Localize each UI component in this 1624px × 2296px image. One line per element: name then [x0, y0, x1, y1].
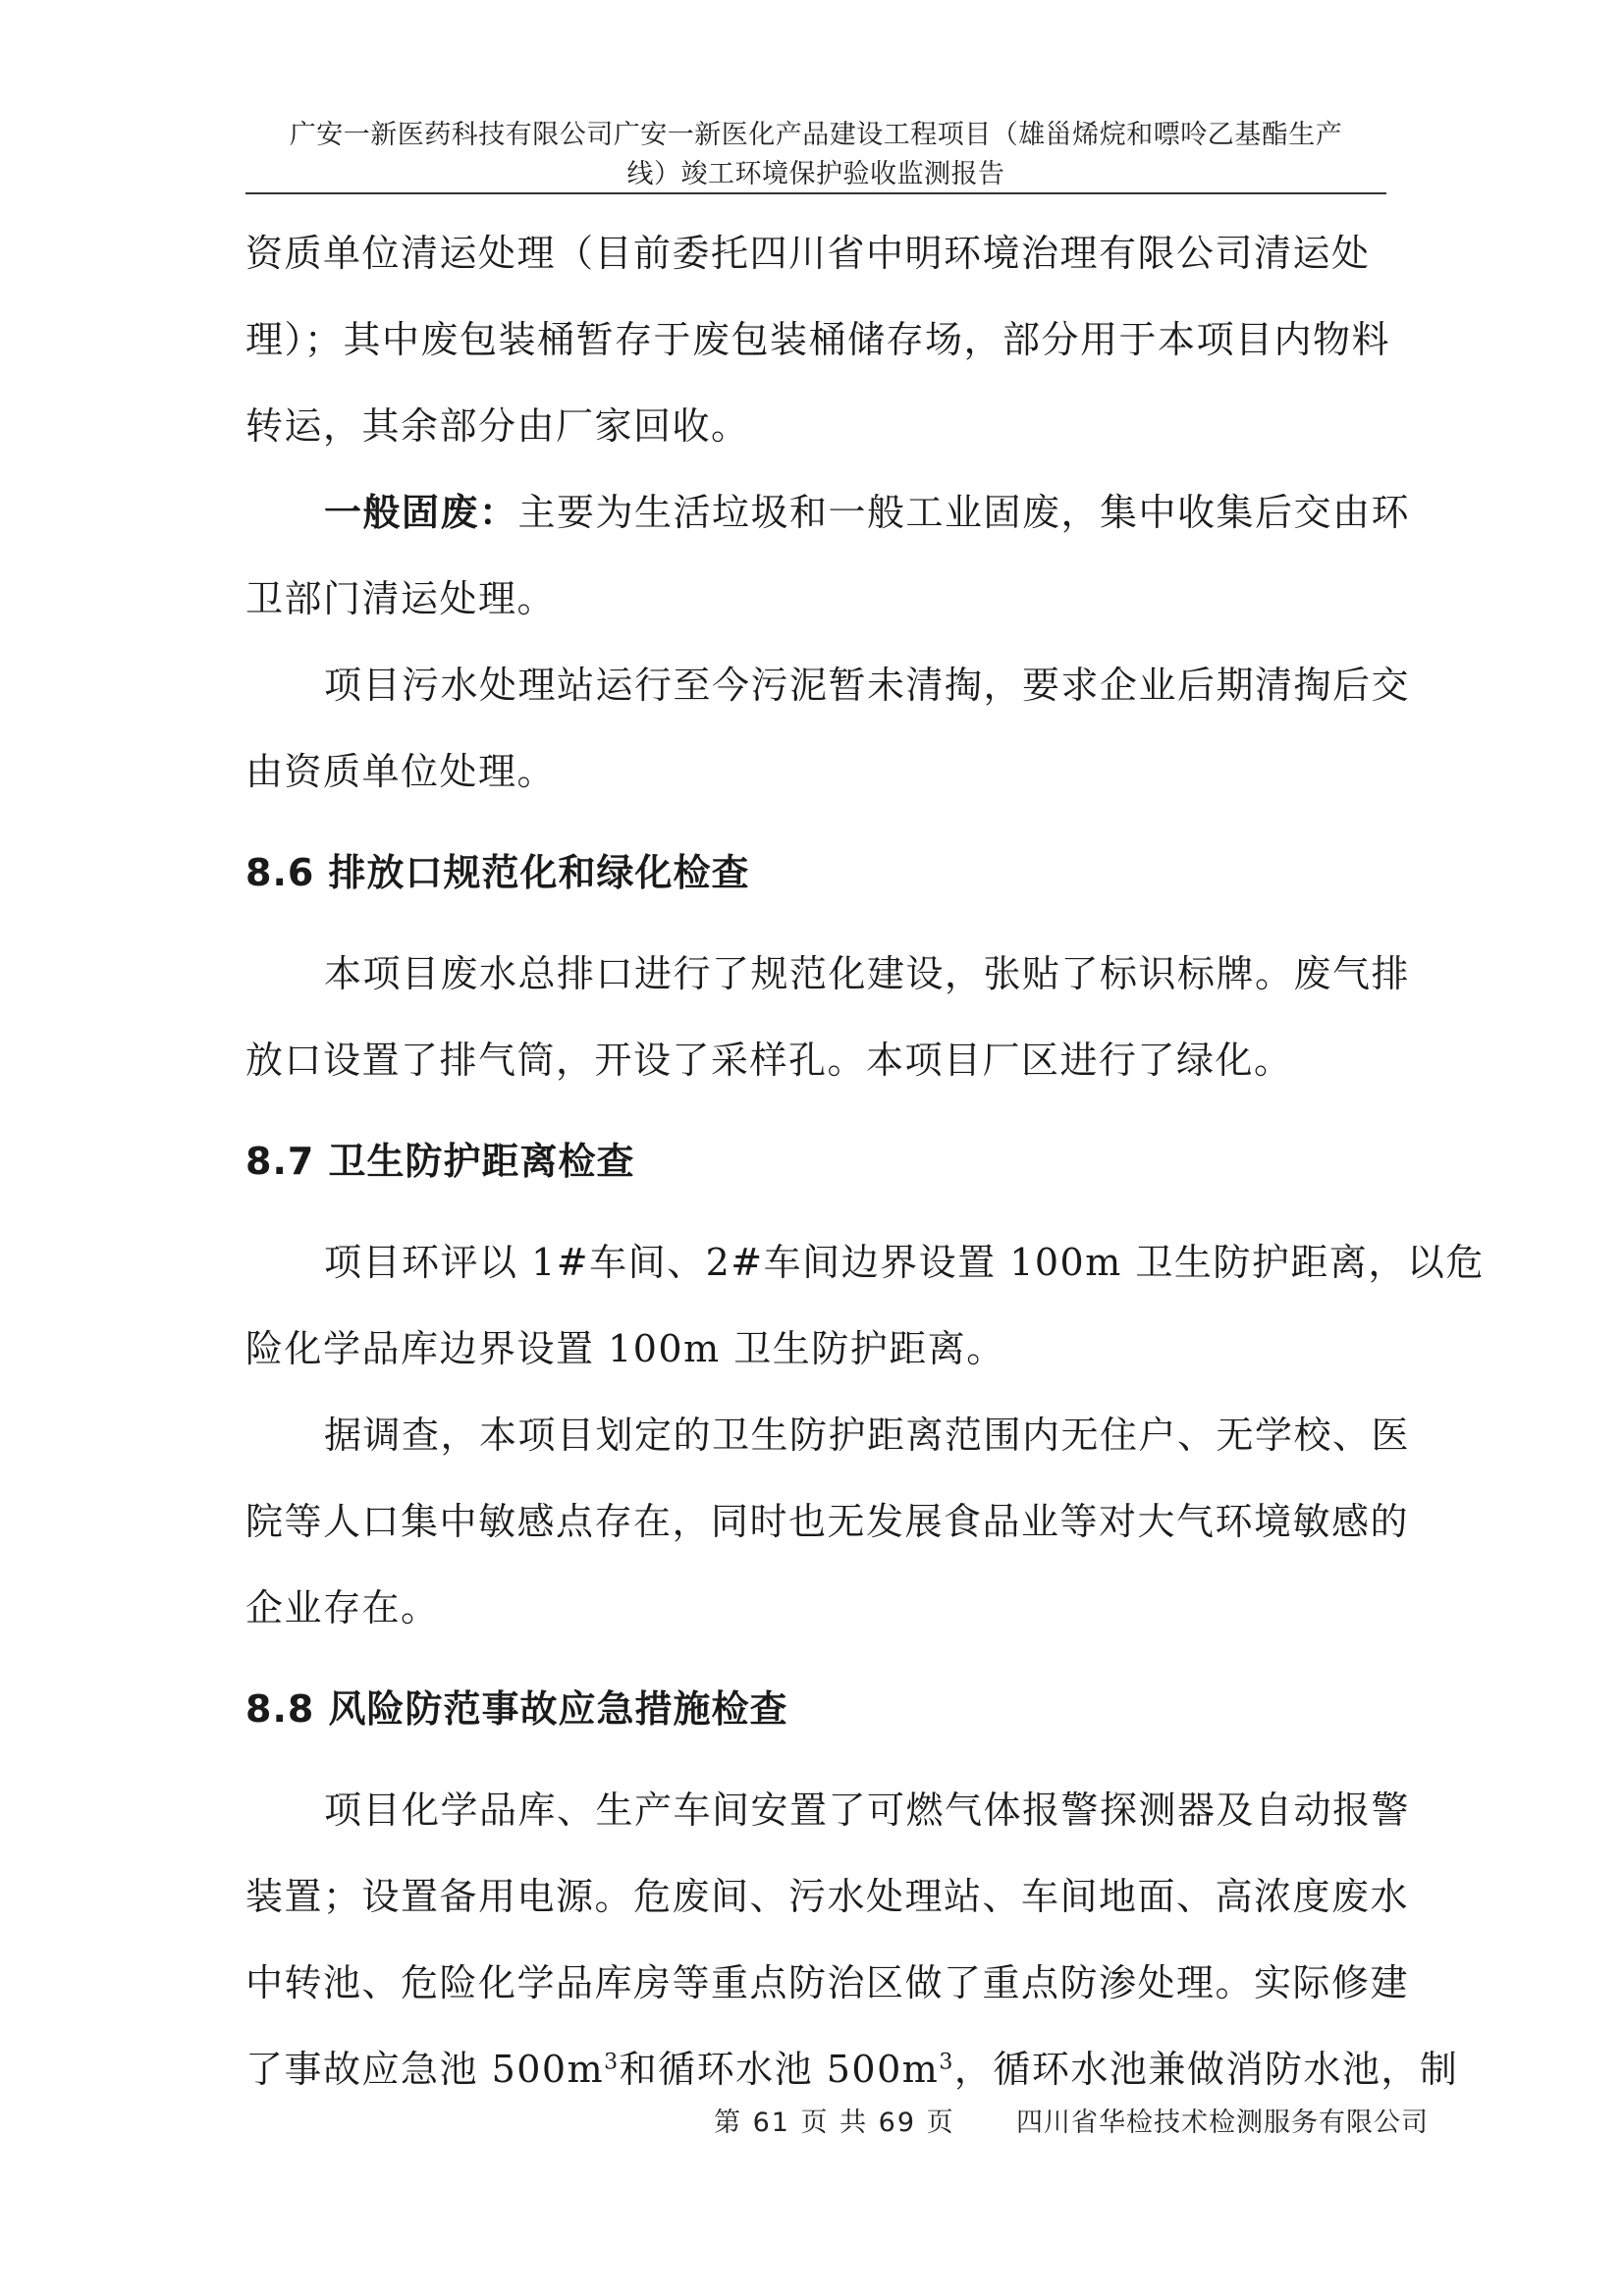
text-line: 本项目废水总排口进行了规范化建设，张贴了标识标牌。废气排	[324, 952, 1411, 995]
document-body	[245, 210, 1485, 2112]
text-line: 项目污水处理站运行至今污泥暂未清掏，要求企业后期清掏后交	[324, 664, 1411, 707]
text-span: 主要为生活垃圾和一般工业固废，集中收集后交由环	[517, 491, 1411, 534]
paragraph-sludge	[245, 642, 1411, 815]
text-line: 由资质单位处理。	[245, 750, 557, 793]
header-line-1: 广安一新医药科技有限公司广安一新医化产品建设工程项目（雄甾烯烷和嘌呤乙基酯生产	[289, 120, 1343, 150]
paragraph-general-waste	[245, 469, 1411, 642]
superscript-3: 3	[939, 2050, 954, 2075]
text-line: 资质单位清运处理（目前委托四川省中明环境治理有限公司清运处	[245, 232, 1371, 275]
superscript-3: 3	[604, 2050, 620, 2075]
text-line: 院等人口集中敏感点存在，同时也无发展食品业等对大气环境敏感的	[245, 1500, 1410, 1543]
text-line: 中转池、危险化学品库房等重点防治区做了重点防渗处理。实际修建	[245, 1961, 1410, 2004]
section-heading-8-7: 8.7 卫生防护距离检查	[245, 1140, 635, 1183]
text-line: 放口设置了排气筒，开设了采样孔。本项目厂区进行了绿化。	[245, 1039, 1293, 1082]
bold-lead-term: 一般固废：	[324, 491, 518, 534]
section-heading-8-8: 8.8 风险防范事故应急措施检查	[245, 1687, 788, 1731]
footer-organization: 四川省华检技术检测服务有限公司	[1016, 2108, 1429, 2138]
text-line: 企业存在。	[245, 1586, 440, 1629]
text-line: 险化学品库边界设置 100m 卫生防护距离。	[245, 1327, 1005, 1370]
paragraph-risk	[245, 1767, 1459, 2112]
section-heading-8-6: 8.6 排放口规范化和绿化检查	[245, 851, 750, 894]
paragraph-outlet	[245, 931, 1411, 1103]
text-line: 转运，其余部分由厂家回收。	[245, 404, 750, 448]
page-header	[245, 116, 1386, 194]
header-line-2: 线）竣工环境保护验收监测报告	[626, 159, 1005, 189]
text-span: 了事故应急池 500m	[245, 2048, 605, 2091]
paragraph-survey	[245, 1392, 1411, 1651]
text-line	[245, 469, 1411, 556]
text-line: 项目环评以 1#车间、2#车间边界设置 100m 卫生防护距离，以危	[324, 1241, 1485, 1284]
page-number: 第 61 页 共 69 页	[714, 2108, 955, 2138]
text-line: 据调查，本项目划定的卫生防护距离范围内无住户、无学校、医	[324, 1414, 1411, 1457]
text-line: 理）；其中废包装桶暂存于废包装桶储存场，部分用于本项目内物料	[245, 318, 1391, 361]
paragraph-distance	[245, 1219, 1485, 1392]
text-line: 项目化学品库、生产车间安置了可燃气体报警探测器及自动报警	[324, 1789, 1411, 1832]
header-divider	[245, 192, 1386, 194]
text-span: 和循环水池 500m	[619, 2048, 940, 2091]
text-line: 卫部门清运处理。	[245, 577, 557, 620]
text-line	[245, 2026, 1459, 2112]
paragraph-hazardous-waste	[245, 210, 1391, 469]
text-span: ，循环水池兼做消防水池，制	[953, 2048, 1459, 2091]
text-line: 装置；设置备用电源。危废间、污水处理站、车间地面、高浓度废水	[245, 1875, 1410, 1918]
